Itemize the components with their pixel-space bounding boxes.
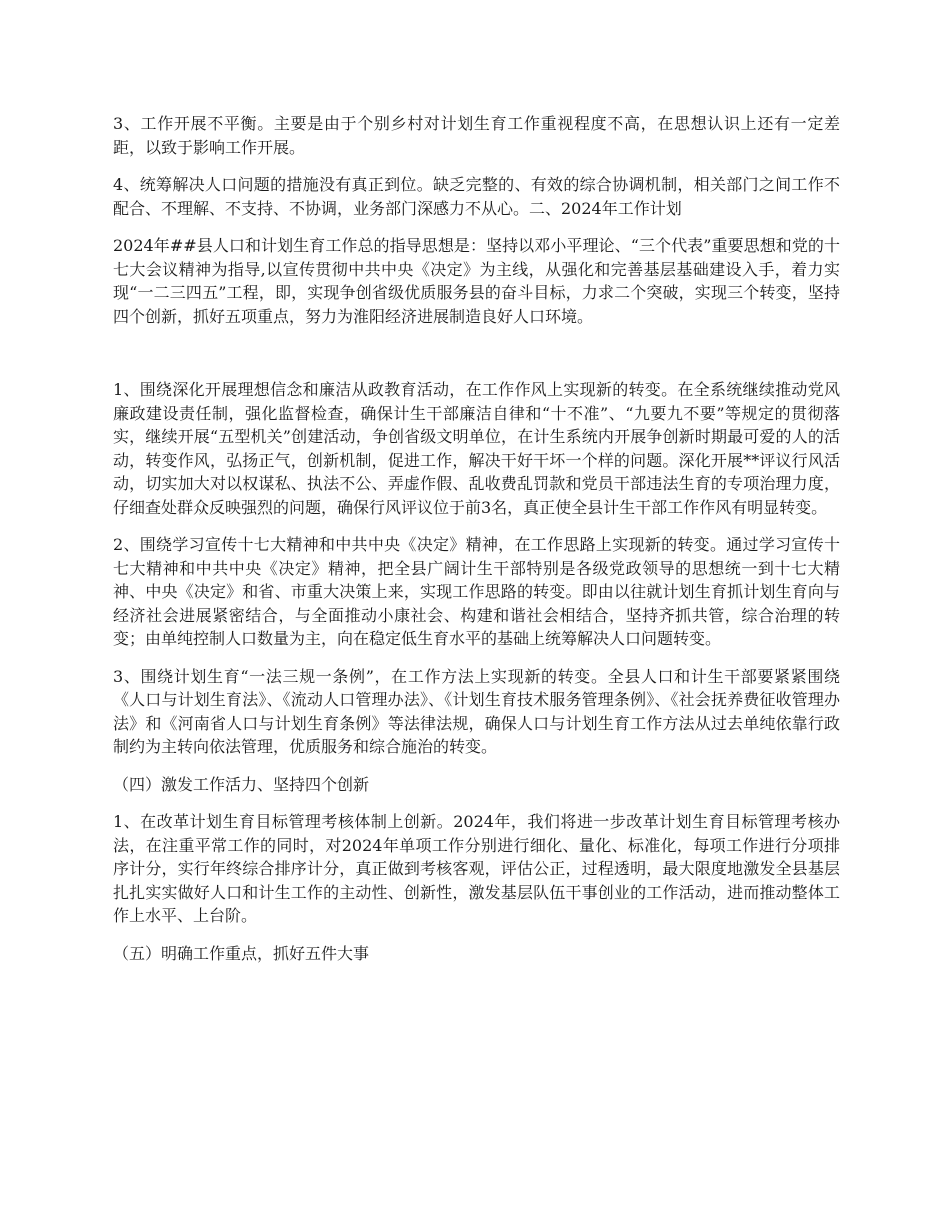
paragraph-problem-3: 3、工作开展不平衡。主要是由于个别乡村对计划生育工作重视程度不高，在思想认识上还有一定差距，以致于影响工作开展。 [113,114,840,157]
paragraph-transform-1: 1、围绕深化开展理想信念和廉洁从政教育活动，在工作作风上实现新的转变。在全系统继续推动党风廉政建设责任制，强化监督检查，确保计生干部廉洁自律和“十不准”、“九要九不要”等规定的贯彻落实，继续开展“五型机关”创建活动，争创省级文明单位，在计生系统内开展争创新时期最可爱的人的活动，转变作风，弘扬正气，创新机制，促进工作，解决干好干坏一个样的问题。深化开展**评议行风活动，切实加大对以权谋私、执法不公、弄虚作假、乱收费乱罚款和党员干部违法生育的专项治理力度，仔细查处群众反映强烈的问题，确保行风评议位于前3名，真正使全县计生干部工作作风有明显转变。 [113,380,840,517]
paragraph-transform-3: 3、围绕计划生育“一法三规一条例”，在工作方法上实现新的转变。全县人口和计生干部要紧紧围绕《人口与计划生育法》、《流动人口管理办法》、《计划生育技术服务管理条例》、《社会抚养费征收管理办法》和《河南省人口与计划生育条例》等法律法规，确保人口与计划生育工作方法从过去单纯依靠行政制约为主转向依法管理，优质服务和综合施治的转变。 [113,666,840,756]
paragraph-gap [113,342,840,378]
paragraph-guiding-thought: 2024年##县人口和计划生育工作总的指导思想是：坚持以邓小平理论、“三个代表”重要思想和党的十七大会议精神为指导,以宣传贯彻中共中央《决定》为主线，从强化和完善基层基础建设入手，着力实现“一二三四五”工程，即，实现争创省级优质服务县的奋斗目标，力求二个突破，实现三个转变，坚持四个创新，抓好五项重点，努力为淮阳经济进展制造良好人口环境。 [113,236,840,326]
paragraph-transform-2: 2、围绕学习宣传十七大精神和中共中央《决定》精神，在工作思路上实现新的转变。通过学习宣传十七大精神和中共中央《决定》精神，把全县广阔计生干部特别是各级党政领导的思想统一到十七大精神、中央《决定》和省、市重大决策上来，实现工作思路的转变。即由以往就计划生育抓计划生育向与经济社会进展紧密结合，与全面推动小康社会、构建和谐社会相结合，坚持齐抓共管，综合治理的转变；由单纯控制人口数量为主，向在稳定低生育水平的基础上统筹解决人口问题转变。 [113,535,840,648]
section-heading-4: （四）激发工作活力、坚持四个创新 [113,774,370,794]
section-heading-5: （五）明确工作重点，抓好五件大事 [113,943,370,963]
paragraph-problem-4: 4、统筹解决人口问题的措施没有真正到位。缺乏完整的、有效的综合协调机制，相关部门之间工作不配合、不理解、不支持、不协调，业务部门深感力不从心。二、2024年工作计划 [113,175,840,218]
paragraph-innovation-1: 1、在改革计划生育目标管理考核体制上创新。2024年，我们将进一步改革计划生育目标管理考核办法，在注重平常工作的同时，对2024年单项工作分别进行细化、量化、标准化，每项工作进行分项排序计分，实行年终综合排序计分，真正做到考核客观，评估公正，过程透明，最大限度地激发全县基层扎扎实实做好人口和计生工作的主动性、创新性，激发基层队伍干事创业的工作活动，进而推动整体工作上水平、上台阶。 [113,812,840,925]
document-page [113,112,840,979]
